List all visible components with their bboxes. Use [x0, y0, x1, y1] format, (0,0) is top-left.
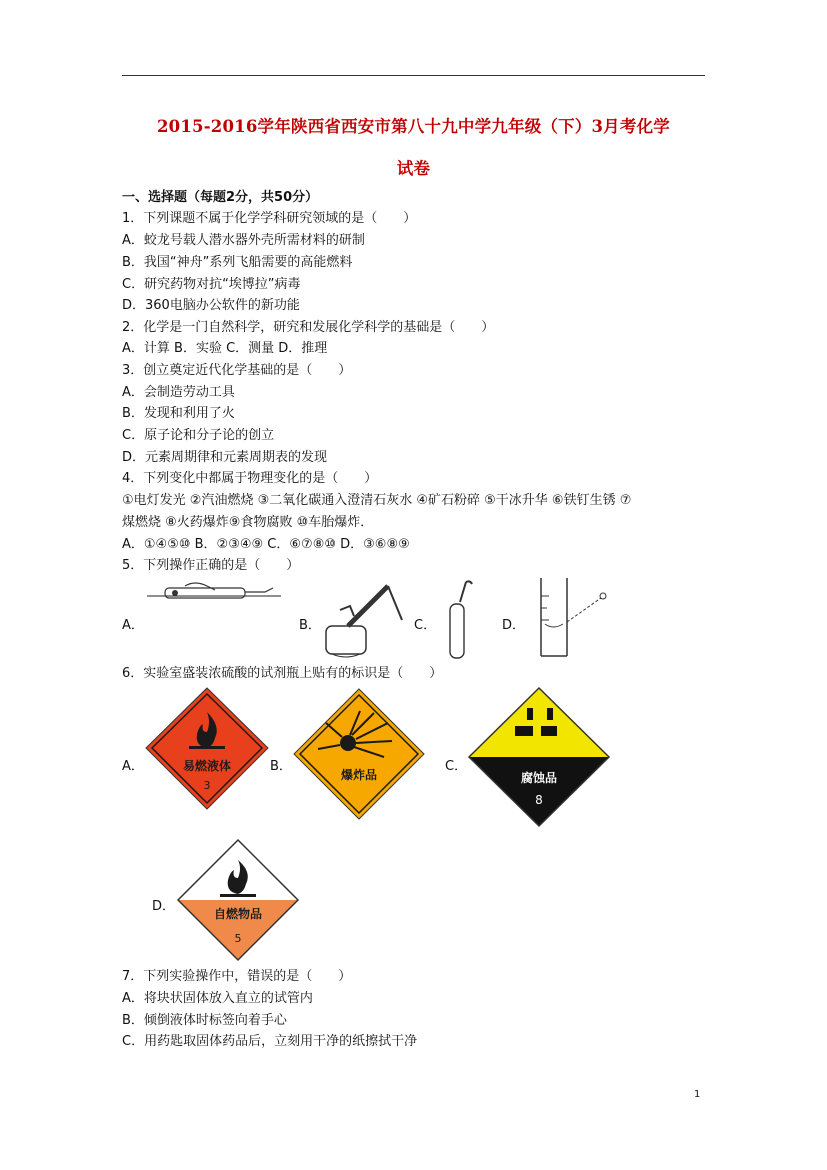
q3-stem: 3．创立奠定近代化学基础的是（ ） — [122, 363, 352, 378]
q5-label-b: B． — [299, 618, 321, 633]
sign-d-number: 5 — [234, 932, 242, 945]
q1-stem: 1．下列课题不属于化学学科研究领域的是（ ） — [122, 211, 417, 226]
q5-figure-a-test-tube-held — [145, 578, 285, 608]
q5-label-a: A． — [122, 618, 144, 633]
q5-figure-b-pouring-liquid — [312, 580, 408, 660]
sign-a-label: 易燃液体 — [182, 759, 232, 773]
q5-figure-d-graduated-cylinder — [527, 576, 613, 658]
q6-label-d: D． — [152, 899, 176, 914]
q7-option-b: B．倾倒液体时标签向着手心 — [122, 1013, 287, 1028]
q1-option-c: C．研究药物对抗“埃博拉”病毒 — [122, 277, 301, 292]
sign-c-label: 腐蚀品 — [520, 771, 558, 785]
q6-sign-explosive — [292, 687, 426, 821]
q3-option-d: D．元素周期律和元素周期表的发现 — [122, 450, 328, 465]
q6-sign-corrosive — [467, 686, 611, 828]
q3-option-c: C．原子论和分子论的创立 — [122, 428, 275, 443]
sign-d-label: 自燃物品 — [213, 907, 263, 921]
header-rule — [122, 75, 705, 76]
sign-b-label: 爆炸品 — [340, 768, 378, 782]
q4-items-line2: 煤燃烧 ⑧火药爆炸⑨食物腐败 ⑩车胎爆炸． — [122, 515, 374, 530]
q4-stem: 4．下列变化中都属于物理变化的是（ ） — [122, 471, 378, 486]
section-heading: 一、选择题（每题2分，共50分） — [122, 190, 319, 205]
q5-label-d: D． — [502, 618, 526, 633]
q1-option-a: A．蛟龙号载人潜水器外壳所需材料的研制 — [122, 233, 365, 248]
q3-option-a: A．会制造劳动工具 — [122, 385, 235, 400]
document-title-line2: 试卷 — [396, 159, 431, 178]
q7-option-a: A．将块状固体放入直立的试管内 — [122, 991, 313, 1006]
q6-sign-spontaneous-combustion — [176, 838, 300, 962]
q4-items-line1: ①电灯发光 ②汽油燃烧 ③二氧化碳通入澄清石灰水 ④矿石粉碎 ⑤干冰升华 ⑥铁钉生锈 ⑦ — [122, 493, 632, 508]
q2-stem: 2．化学是一门自然科学，研究和发展化学科学的基础是（ ） — [122, 320, 495, 335]
q5-label-c: C． — [414, 618, 437, 633]
document-title-line1: 2015-2016学年陕西省西安市第八十九中学九年级（下）3月考化学 — [157, 117, 670, 136]
q6-label-b: B． — [270, 759, 292, 774]
q6-label-a: A． — [122, 759, 144, 774]
q6-stem: 6．实验室盛装浓硫酸的试剂瓶上贴有的标识是（ ） — [122, 666, 443, 681]
q1-option-b: B．我国“神舟”系列飞船需要的高能燃料 — [122, 255, 353, 270]
q1-option-d: D．360电脑办公软件的新功能 — [122, 298, 300, 313]
page-number: 1 — [694, 1089, 701, 1100]
q4-options: A．①④⑤⑩ B．②③④⑨ C．⑥⑦⑧⑩ D．③⑥⑧⑨ — [122, 537, 410, 552]
q3-option-b: B．发现和利用了火 — [122, 406, 235, 421]
sign-c-number: 8 — [535, 793, 543, 807]
sign-a-number: 3 — [203, 779, 211, 792]
q7-option-c: C．用药匙取固体药品后，立刻用干净的纸擦拭干净 — [122, 1034, 418, 1049]
q5-stem: 5．下列操作正确的是（ ） — [122, 558, 300, 573]
q5-figure-c-dropper-test-tube — [440, 578, 480, 662]
q6-sign-flammable-liquid — [145, 686, 270, 811]
q6-label-c: C． — [445, 759, 468, 774]
q2-options: A．计算 B．实验 C．测量 D．推理 — [122, 341, 328, 356]
q7-stem: 7．下列实验操作中，错误的是（ ） — [122, 969, 352, 984]
